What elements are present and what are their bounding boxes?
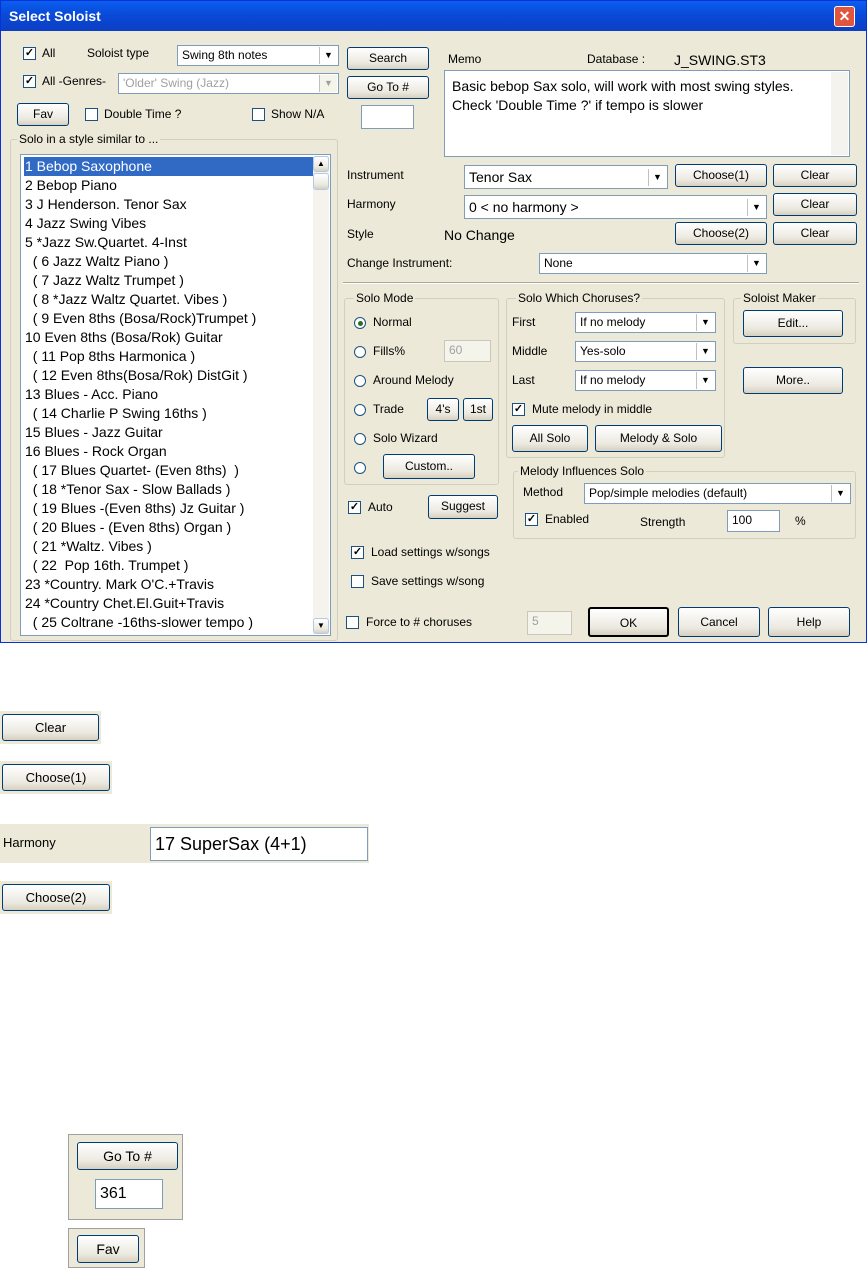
- goto-button[interactable]: Go To #: [347, 76, 429, 99]
- force-choruses-label: Force to # choruses: [366, 615, 473, 629]
- soloist-list-item[interactable]: ( 8 *Jazz Waltz Quartet. Vibes ): [25, 291, 228, 307]
- fav-button[interactable]: Fav: [17, 103, 69, 126]
- scrollbar[interactable]: [313, 156, 329, 634]
- strength-input[interactable]: 100: [727, 510, 780, 532]
- soloist-list-item[interactable]: ( 18 *Tenor Sax - Slow Ballads ): [25, 481, 231, 497]
- instrument-value: Tenor Sax: [469, 169, 533, 185]
- soloist-list-item[interactable]: 1 Bebop Saxophone: [24, 157, 313, 176]
- callout-choose2: [0, 881, 112, 914]
- enabled-checkbox[interactable]: ✓: [526, 513, 537, 525]
- all-solo-button[interactable]: All Solo: [512, 425, 588, 452]
- mode-trade-label: Trade: [373, 402, 404, 416]
- method-value: Pop/simple melodies (default): [589, 486, 748, 500]
- close-icon[interactable]: ✕: [834, 6, 855, 27]
- soloist-list-item[interactable]: 4 Jazz Swing Vibes: [25, 215, 147, 231]
- memo-textarea[interactable]: [444, 70, 850, 157]
- chevron-down-icon: ▼: [696, 343, 714, 360]
- mode-fills-label: Fills%: [373, 344, 405, 358]
- soloist-list-item[interactable]: ( 12 Even 8ths(Bosa/Rok) DistGit ): [25, 367, 248, 383]
- all-genres-label: All -Genres-: [42, 74, 107, 88]
- melody-solo-button[interactable]: Melody & Solo: [595, 425, 722, 452]
- goto-input[interactable]: [361, 105, 414, 129]
- callout-goto-button[interactable]: Go To #: [77, 1142, 178, 1170]
- callout-fav-button[interactable]: Fav: [77, 1235, 139, 1263]
- harmony-value: 0 < no harmony >: [469, 199, 579, 215]
- callout-choose1: [0, 761, 112, 794]
- double-time-label: Double Time ?: [104, 107, 182, 121]
- last-value: If no melody: [580, 373, 646, 387]
- chevron-down-icon: ▼: [747, 255, 765, 272]
- soloist-list-item[interactable]: ( 22 Pop 16th. Trumpet ): [25, 557, 189, 573]
- percent-label: %: [795, 514, 806, 528]
- scroll-down-icon[interactable]: ▼: [313, 618, 329, 634]
- more-button[interactable]: More..: [743, 367, 843, 394]
- soloist-list-item[interactable]: 24 *Country Chet.El.Guit+Travis: [25, 595, 225, 611]
- change-instrument-value: None: [544, 256, 573, 270]
- help-button[interactable]: Help: [768, 607, 850, 637]
- first-select[interactable]: [575, 312, 716, 333]
- all-genres-checkbox[interactable]: ✓: [24, 75, 35, 87]
- chevron-down-icon: ▼: [319, 75, 337, 92]
- scroll-up-icon[interactable]: ▲: [313, 156, 329, 172]
- mode-wizard-radio[interactable]: [354, 433, 366, 445]
- soloist-list-item[interactable]: ( 21 *Waltz. Vibes ): [25, 538, 152, 554]
- callout-harmony: [0, 824, 369, 863]
- search-button[interactable]: Search: [347, 47, 429, 70]
- cancel-button[interactable]: Cancel: [678, 607, 760, 637]
- mode-normal-radio[interactable]: [354, 317, 366, 329]
- soloist-list-item[interactable]: 5 *Jazz Sw.Quartet. 4-Inst: [25, 234, 187, 250]
- middle-label: Middle: [512, 344, 548, 358]
- mode-trade-radio[interactable]: [354, 404, 366, 416]
- database-label: Database :: [587, 52, 646, 66]
- callout-goto: [68, 1134, 183, 1220]
- clear-style-button[interactable]: Clear: [773, 222, 857, 245]
- chevron-down-icon: ▼: [696, 372, 714, 389]
- change-instrument-label: Change Instrument:: [347, 256, 453, 270]
- auto-checkbox[interactable]: ✓: [349, 501, 360, 513]
- choose-1-button[interactable]: Choose(1): [675, 164, 767, 187]
- show-na-label: Show N/A: [271, 107, 325, 121]
- scroll-thumb[interactable]: [313, 173, 329, 190]
- first-label: First: [512, 315, 536, 329]
- mute-melody-label: Mute melody in middle: [532, 402, 653, 416]
- soloist-list-item[interactable]: 2 Bebop Piano: [25, 177, 117, 193]
- callout-clear: [0, 711, 101, 744]
- soloist-type-label: Soloist type: [87, 46, 150, 60]
- callout-harmony-value[interactable]: 17 SuperSax (4+1): [150, 827, 368, 861]
- soloist-list-item[interactable]: 13 Blues - Acc. Piano: [25, 386, 159, 402]
- title-bar[interactable]: [1, 1, 866, 31]
- save-settings-checkbox[interactable]: [351, 575, 364, 588]
- instrument-select[interactable]: [464, 165, 668, 189]
- chevron-down-icon: ▼: [831, 485, 849, 502]
- middle-value: Yes-solo: [580, 344, 626, 358]
- chevron-down-icon: ▼: [747, 199, 765, 216]
- trade-1st-button[interactable]: 1st: [463, 398, 493, 421]
- soloist-list-item[interactable]: ( 9 Even 8ths (Bosa/Rock)Trumpet ): [25, 310, 257, 326]
- mode-around-radio[interactable]: [354, 375, 366, 387]
- harmony-select[interactable]: [464, 195, 767, 219]
- memo-text: Basic bebop Sax solo, will work with most swing styles. Check 'Double Time ?' if tempo is slower: [452, 78, 794, 113]
- method-select[interactable]: [584, 483, 851, 504]
- all-label: All: [42, 46, 56, 60]
- force-choruses-input[interactable]: 5: [527, 611, 572, 635]
- memo-label: Memo: [448, 52, 482, 66]
- melody-influence-label: Melody Influences Solo: [520, 464, 645, 478]
- choruses-label: Solo Which Choruses?: [518, 291, 641, 305]
- force-choruses-checkbox[interactable]: [346, 616, 359, 629]
- edit-button[interactable]: Edit...: [743, 310, 843, 337]
- soloist-type-value: Swing 8th notes: [182, 48, 268, 62]
- divider: [343, 282, 859, 284]
- load-settings-checkbox[interactable]: ✓: [352, 546, 363, 558]
- style-value: No Change: [444, 227, 515, 243]
- soloist-list-item[interactable]: ( 6 Jazz Waltz Piano ): [25, 253, 169, 269]
- soloist-list-item[interactable]: ( 20 Blues - (Even 8ths) Organ ): [25, 519, 232, 535]
- callout-harmony-label: Harmony: [3, 835, 56, 850]
- soloist-list-item[interactable]: 10 Even 8ths (Bosa/Rok) Guitar: [25, 329, 223, 345]
- dialog-title: Select Soloist: [9, 8, 101, 24]
- soloist-list-item[interactable]: ( 7 Jazz Waltz Trumpet ): [25, 272, 184, 288]
- show-na-checkbox[interactable]: [252, 108, 265, 121]
- callout-choose-1-button[interactable]: Choose(1): [2, 764, 110, 791]
- callout-choose-2-button[interactable]: Choose(2): [2, 884, 110, 911]
- soloist-list-item[interactable]: ( 14 Charlie P Swing 16ths ): [25, 405, 207, 421]
- change-instrument-select[interactable]: [539, 253, 767, 274]
- soloist-list-item[interactable]: 23 *Country. Mark O'C.+Travis: [25, 576, 214, 592]
- chevron-down-icon: ▼: [648, 169, 666, 186]
- all-checkbox[interactable]: ✓: [24, 47, 35, 59]
- soloist-type-select[interactable]: [177, 45, 339, 66]
- last-select[interactable]: [575, 370, 716, 391]
- callout-clear-button[interactable]: Clear: [2, 714, 99, 741]
- fills-percent-input[interactable]: 60: [444, 340, 491, 362]
- method-label: Method: [523, 485, 564, 499]
- choose-2-button[interactable]: Choose(2): [675, 222, 767, 245]
- solo-mode-label: Solo Mode: [356, 291, 414, 305]
- chevron-down-icon: ▼: [319, 47, 337, 64]
- clear-harmony-button[interactable]: Clear: [773, 193, 857, 216]
- style-label: Style: [347, 227, 374, 241]
- mode-around-label: Around Melody: [373, 373, 454, 387]
- save-settings-label: Save settings w/song: [371, 574, 485, 588]
- load-settings-label: Load settings w/songs: [371, 545, 490, 559]
- middle-select[interactable]: [575, 341, 716, 362]
- first-value: If no melody: [580, 315, 646, 329]
- soloist-list-item[interactable]: ( 11 Pop 8ths Harmonica ): [25, 348, 196, 364]
- clear-instrument-button[interactable]: Clear: [773, 164, 857, 187]
- last-label: Last: [512, 373, 535, 387]
- soloist-list-item[interactable]: 15 Blues - Jazz Guitar: [25, 424, 163, 440]
- custom-button[interactable]: Custom..: [383, 454, 475, 479]
- genre-select[interactable]: [118, 73, 339, 94]
- mode-fills-radio[interactable]: [354, 346, 366, 358]
- genre-value: 'Older' Swing (Jazz): [123, 76, 229, 90]
- memo-scrollbar[interactable]: [831, 72, 848, 155]
- strength-label: Strength: [640, 515, 686, 529]
- soloist-list[interactable]: [20, 154, 331, 636]
- trade-4s-button[interactable]: 4's: [427, 398, 459, 421]
- soloist-list-item[interactable]: ( 19 Blues -(Even 8ths) Jz Guitar ): [25, 500, 245, 516]
- callout-goto-input[interactable]: 361: [95, 1179, 163, 1209]
- solo-style-group-label: Solo in a style similar to ...: [19, 132, 159, 146]
- mode-custom-radio[interactable]: [354, 462, 366, 474]
- instrument-label: Instrument: [347, 168, 404, 182]
- auto-label: Auto: [368, 500, 393, 514]
- chevron-down-icon: ▼: [696, 314, 714, 331]
- soloist-list-item[interactable]: ( 25 Coltrane -16ths-slower tempo ): [25, 614, 253, 630]
- soloist-list-item[interactable]: 16 Blues - Rock Organ: [25, 443, 167, 459]
- suggest-button[interactable]: Suggest: [428, 495, 498, 519]
- double-time-checkbox[interactable]: [85, 108, 98, 121]
- soloist-maker-label: Soloist Maker: [743, 291, 816, 305]
- soloist-list-item[interactable]: 3 J Henderson. Tenor Sax: [25, 196, 187, 212]
- mode-wizard-label: Solo Wizard: [373, 431, 438, 445]
- enabled-label: Enabled: [545, 512, 590, 526]
- soloist-list-item[interactable]: ( 17 Blues Quartet- (Even 8ths) ): [25, 462, 239, 478]
- callout-fav: [68, 1228, 145, 1268]
- mode-normal-label: Normal: [373, 315, 412, 329]
- database-value: J_SWING.ST3: [674, 52, 766, 68]
- ok-button[interactable]: OK: [588, 607, 669, 637]
- harmony-label: Harmony: [347, 197, 396, 211]
- mute-melody-checkbox[interactable]: ✓: [513, 403, 524, 415]
